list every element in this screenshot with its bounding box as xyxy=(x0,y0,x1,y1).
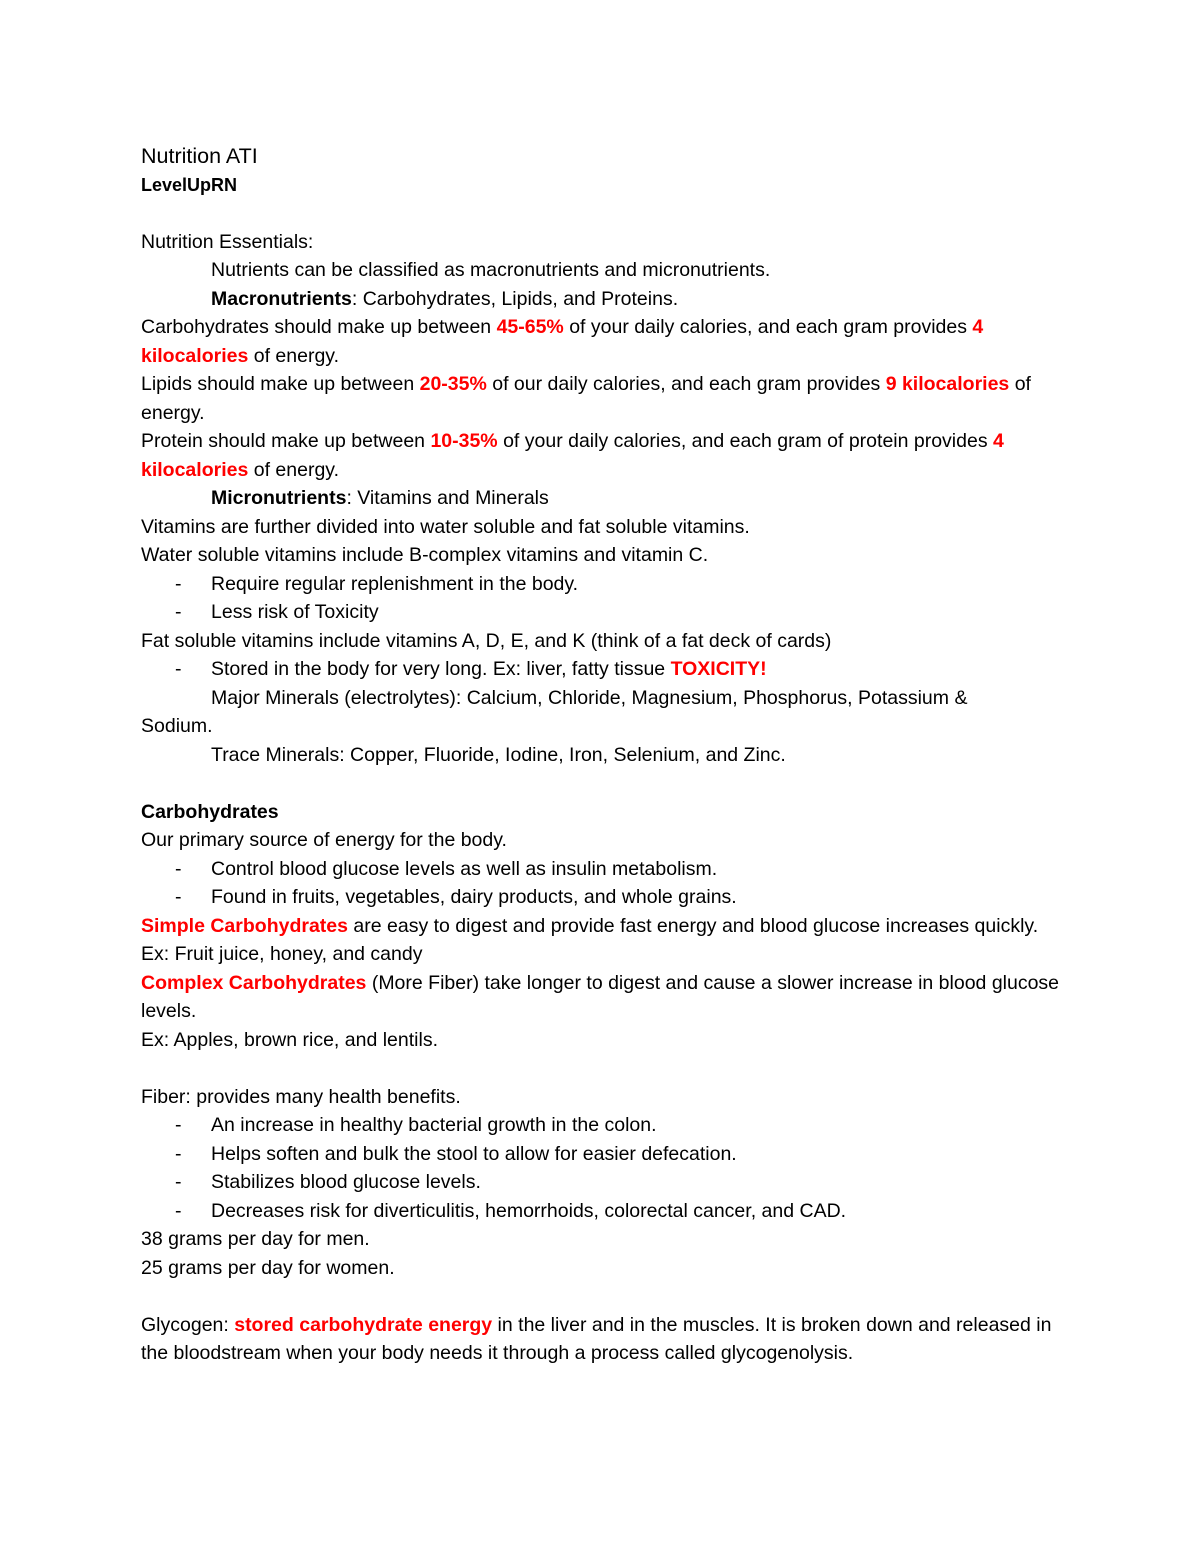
list-item: - Control blood glucose levels as well as insulin metabolism. xyxy=(141,855,1071,884)
list-item: - Helps soften and bulk the stool to allow for easier defecation. xyxy=(141,1140,1071,1169)
macronutrients-label: Macronutrients xyxy=(211,287,352,310)
complex-carbs-example: Ex: Apples, brown rice, and lentils. xyxy=(141,1028,438,1051)
complex-carbs-label: Complex Carbohydrates xyxy=(141,971,367,994)
macronutrients-line: Macronutrients: Carbohydrates, Lipids, and Proteins. xyxy=(211,287,679,310)
protein-kcal: 4 kilocalories xyxy=(141,430,1004,481)
list-item: - Stored in the body for very long. Ex: liver, fatty tissue TOXICITY! xyxy=(141,655,1071,684)
simple-carbs-label: Simple Carbohydrates xyxy=(141,914,348,937)
essentials-heading: Nutrition Essentials: xyxy=(141,230,314,253)
vitamins-line: Vitamins are further divided into water soluble and fat soluble vitamins. xyxy=(141,515,750,538)
major-minerals-cont: Sodium. xyxy=(141,715,213,737)
fiber-men: 38 grams per day for men. xyxy=(141,1228,370,1250)
water-soluble-line: Water soluble vitamins include B-complex vitamins and vitamin C. xyxy=(141,544,709,566)
carb-kcal: 4 kilocalories xyxy=(141,316,984,367)
protein-percent: 10-35% xyxy=(430,430,498,452)
simple-carbs-example: Ex: Fruit juice, honey, and candy xyxy=(141,943,423,965)
major-minerals-line: Major Minerals (electrolytes): Calcium, Chloride, Magnesium, Phosphorus, Potassium & xyxy=(211,686,968,709)
doc-subtitle: LevelUpRN xyxy=(141,175,238,195)
micronutrients-label: Micronutrients xyxy=(211,487,347,509)
fiber-women: 25 grams per day for women. xyxy=(141,1256,395,1279)
lipid-percent: 20-35% xyxy=(419,373,487,395)
carb-requirement: Carbohydrates should make up between 45-65% of your daily calories, and each gram provides 4 kilocalories of energy. xyxy=(141,316,984,367)
list-item: - An increase in healthy bacterial growth in the colon. xyxy=(141,1111,1071,1140)
list-item: - Less risk of Toxicity xyxy=(141,598,1071,627)
carbohydrates-heading: Carbohydrates xyxy=(141,800,279,823)
carbs-intro: Our primary source of energy for the body. xyxy=(141,829,507,851)
list-item: - Require regular replenishment in the body. xyxy=(141,570,1071,599)
simple-carbs-line: Simple Carbohydrates are easy to digest and provide fast energy and blood glucose increases quickly. xyxy=(141,914,1039,937)
complex-carbs-line: Complex Carbohydrates (More Fiber) take longer to digest and cause a slower increase in blood glucose levels. xyxy=(141,971,1060,1022)
fiber-heading: Fiber: provides many health benefits. xyxy=(141,1085,461,1108)
trace-minerals-line: Trace Minerals: Copper, Fluoride, Iodine, Iron, Selenium, and Zinc. xyxy=(211,743,786,766)
fat-soluble-line: Fat soluble vitamins include vitamins A, D, E, and K (think of a fat deck of cards) xyxy=(141,629,832,652)
doc-title: Nutrition ATI xyxy=(141,144,258,168)
carb-percent: 45-65% xyxy=(496,316,564,338)
list-item: - Decreases risk for diverticulitis, hemorrhoids, colorectal cancer, and CAD. xyxy=(141,1197,1071,1226)
essentials-line: Nutrients can be classified as macronutrients and micronutrients. xyxy=(211,259,771,281)
list-item: - Stabilizes blood glucose levels. xyxy=(141,1168,1071,1197)
protein-requirement: Protein should make up between 10-35% of your daily calories, and each gram of protein provides 4 kilocalories of energy. xyxy=(141,430,1004,481)
micronutrients-line: Micronutrients: Vitamins and Minerals xyxy=(211,487,549,509)
list-item: - Found in fruits, vegetables, dairy products, and whole grains. xyxy=(141,883,1071,912)
toxicity-warning: TOXICITY! xyxy=(670,658,767,680)
document-page xyxy=(141,141,1071,1368)
glycogen-label: stored carbohydrate energy xyxy=(234,1313,493,1336)
lipid-requirement: Lipids should make up between 20-35% of our daily calories, and each gram provides 9 kilocalories of energy. xyxy=(141,373,1031,424)
glycogen-line: Glycogen: stored carbohydrate energy in the liver and in the muscles. It is broken down and released in the bloodstream when your body needs it through a process called glycogenolysis. xyxy=(141,1313,1052,1364)
lipid-kcal: 9 kilocalories xyxy=(885,373,1010,395)
